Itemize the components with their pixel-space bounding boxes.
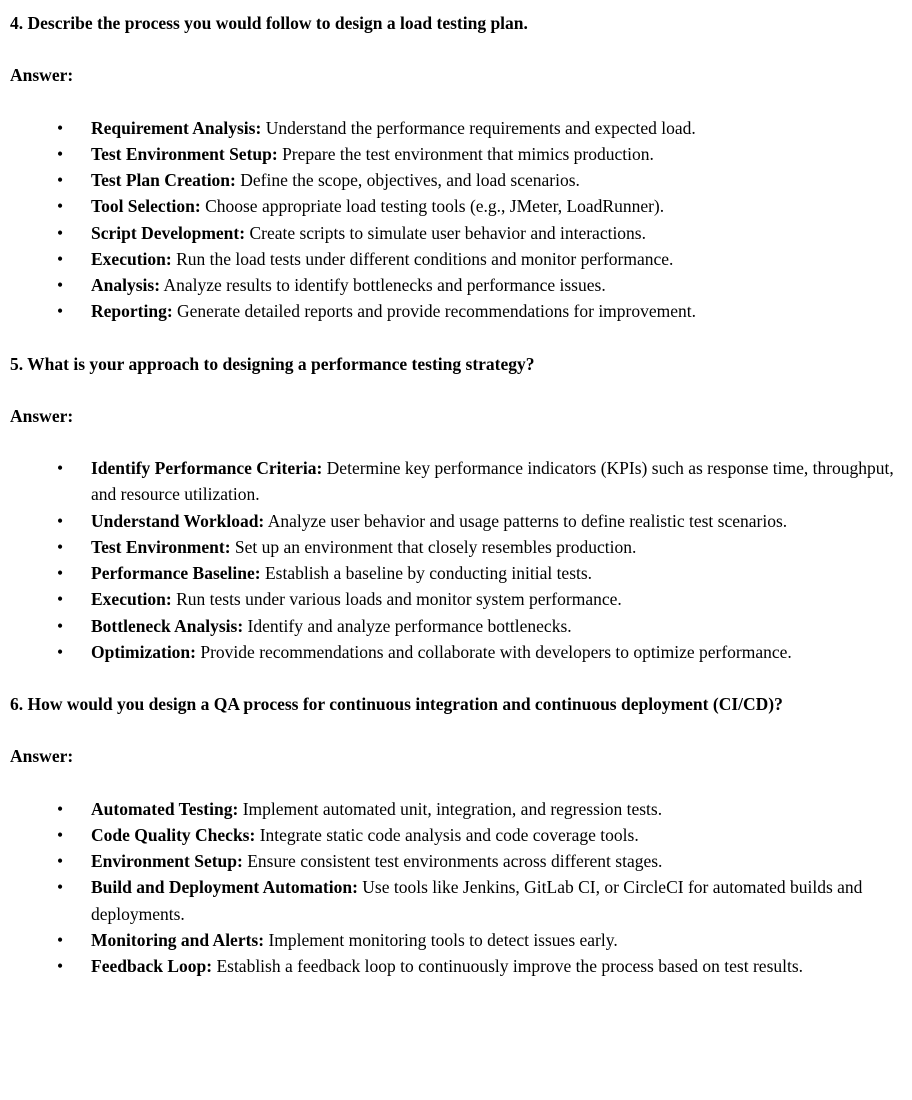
list-item [91, 298, 894, 324]
list-item [91, 796, 894, 822]
question-heading: 5. What is your approach to designing a performance testing strategy? [10, 353, 535, 374]
bullet-term: Requirement Analysis: [91, 117, 262, 138]
bullet-text: Understand the performance requirements and expected load. [265, 117, 696, 138]
list-item [91, 639, 894, 665]
bullet-text: Run tests under various loads and monitor system performance. [176, 589, 622, 610]
bullet-text: Analyze results to identify bottlenecks and performance issues. [163, 275, 606, 295]
list-item [91, 115, 894, 141]
bullet-text: Identify and analyze performance bottlenecks. [247, 615, 572, 636]
bullet-text: Implement monitoring tools to detect issues early. [268, 929, 618, 950]
bullet-list [10, 115, 894, 325]
list-item [91, 508, 894, 534]
list-item [91, 613, 894, 639]
bullet-term: Execution: [91, 248, 172, 269]
list-item [91, 927, 894, 953]
bullet-term: Build and Deployment Automation: [91, 877, 358, 898]
bullet-term: Monitoring and Alerts: [91, 929, 265, 950]
bullet-text: Establish a feedback loop to continuously improve the process based on test results. [216, 956, 804, 976]
bullet-term: Test Plan Creation: [91, 170, 236, 190]
answer-label: Answer: [10, 746, 74, 767]
bullet-text: Choose appropriate load testing tools (e.g., JMeter, LoadRunner). [205, 196, 665, 217]
list-item [91, 272, 894, 298]
list-item [91, 141, 894, 167]
bullet-term: Test Environment: [91, 536, 231, 557]
list-item [91, 953, 894, 979]
list-item [91, 822, 894, 848]
list-item [91, 848, 894, 874]
bullet-term: Code Quality Checks: [91, 824, 256, 845]
question-heading: 4. Describe the process you would follow to design a load testing plan. [10, 13, 528, 33]
bullet-text: Create scripts to simulate user behavior and interactions. [249, 222, 646, 243]
bullet-term: Understand Workload: [91, 510, 265, 531]
bullet-text: Prepare the test environment that mimics production. [282, 143, 654, 164]
list-item [91, 246, 894, 272]
list-item [91, 220, 894, 246]
bullet-term: Feedback Loop: [91, 956, 213, 976]
bullet-term: Test Environment Setup: [91, 143, 278, 164]
bullet-text: Determine key performance indicators (KPIs) such as response time, throughput, and resource utilization. [91, 458, 894, 505]
bullet-term: Environment Setup: [91, 851, 243, 871]
answer-label: Answer: [10, 405, 74, 426]
question-heading: 6. How would you design a QA process for continuous integration and continuous deployment (CI/CD)? [10, 694, 783, 714]
bullet-text: Analyze user behavior and usage patterns to define realistic test scenarios. [267, 510, 788, 531]
bullet-term: Tool Selection: [91, 196, 201, 217]
bullet-text: Set up an environment that closely resembles production. [234, 536, 637, 557]
list-item [91, 167, 894, 193]
list-item [91, 193, 894, 219]
list-item [91, 455, 894, 508]
bullet-term: Execution: [91, 589, 172, 610]
bullet-text: Use tools like Jenkins, GitLab CI, or CircleCI for automated builds and deployments. [91, 877, 863, 924]
bullet-text: Establish a baseline by conducting initial tests. [264, 563, 593, 583]
bullet-term: Optimization: [91, 641, 196, 662]
question-section [10, 691, 894, 979]
list-item [91, 534, 894, 560]
bullet-list [10, 455, 894, 665]
bullet-text: Run the load tests under different conditions and monitor performance. [176, 248, 674, 269]
bullet-term: Identify Performance Criteria: [91, 458, 323, 478]
question-section [10, 351, 894, 666]
bullet-text: Implement automated unit, integration, and regression tests. [242, 798, 663, 819]
bullet-text: Ensure consistent test environments across different stages. [247, 851, 663, 871]
list-item [91, 586, 894, 612]
bullet-term: Reporting: [91, 301, 173, 322]
bullet-text: Integrate static code analysis and code coverage tools. [259, 824, 639, 845]
bullet-term: Automated Testing: [91, 798, 239, 819]
bullet-term: Bottleneck Analysis: [91, 615, 244, 636]
list-item [91, 560, 894, 586]
bullet-list [10, 796, 894, 980]
bullet-term: Analysis: [91, 275, 161, 295]
list-item [91, 874, 894, 927]
bullet-text: Provide recommendations and collaborate with developers to optimize performance. [200, 641, 792, 662]
question-section [10, 10, 894, 325]
answer-label: Answer: [10, 65, 74, 86]
bullet-term: Script Development: [91, 222, 246, 243]
bullet-text: Define the scope, objectives, and load scenarios. [240, 170, 580, 190]
bullet-term: Performance Baseline: [91, 563, 261, 583]
bullet-text: Generate detailed reports and provide recommendations for improvement. [177, 301, 697, 322]
